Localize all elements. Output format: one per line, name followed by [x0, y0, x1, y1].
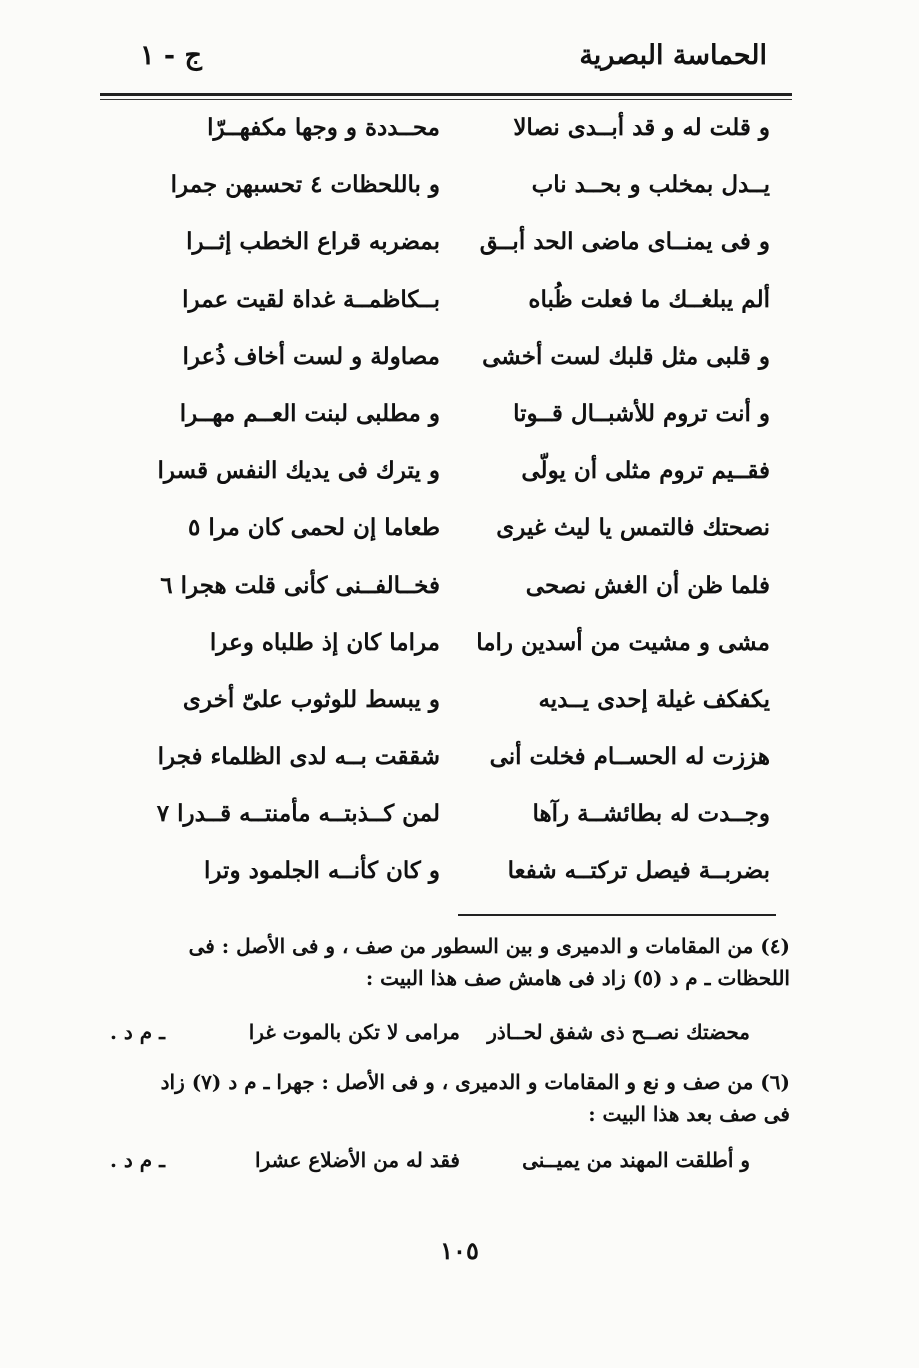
footnote-hemistich-second: فقد له من الأضلاع عشرا	[255, 1148, 460, 1172]
hemistich-first: و قلت له و قد أبــدى نصالا	[513, 114, 770, 141]
hemistich-first: يكفكف غيلة إحدى يــديه	[538, 685, 770, 713]
footnote-hemistich-second: مرامى لا تكن بالموت غرا	[248, 1020, 460, 1044]
hemistich-first: و أنت تروم للأشبــال قــوتا	[513, 399, 770, 427]
header-rule-thin	[100, 99, 792, 100]
verse-11	[130, 680, 770, 737]
poem-body	[130, 108, 770, 909]
book-title: الحماسة البصرية	[579, 40, 767, 71]
hemistich-second: و باللحظات ٤ تحسبهن جمرا	[170, 171, 440, 199]
hemistich-first: وجــدت له بطائشــة رآها	[532, 800, 770, 828]
verse-2	[130, 165, 770, 222]
verse-5	[130, 337, 770, 394]
volume-label: ج - ١	[140, 40, 202, 71]
verse-13	[130, 794, 770, 851]
footnote-line: اللحظات ـ م د (٥) زاد فى هامش صف هذا البيت :	[365, 966, 790, 990]
hemistich-second: محــددة و وجها مكفهــرّا	[207, 114, 440, 141]
hemistich-second: مراما كان إذ طلباه وعرا	[209, 628, 440, 656]
verse-9	[130, 566, 770, 623]
footnote-line: (٦) من صف و نع و المقامات و الدميرى ، و فى الأصل : جهرا ـ م د (٧) زاد	[160, 1070, 790, 1094]
hemistich-second: بمضربه قراع الخطب إثــرا	[186, 228, 440, 256]
footnote-hemistich-first: و أطلقت المهند من يميــنى	[522, 1148, 750, 1172]
hemistich-second: و يبسط للوثوب علىّ أخرى	[182, 685, 440, 713]
footnote-source: ـ م د .	[110, 1020, 165, 1044]
hemistich-second: طعاما إن لحمى كان مرا ٥	[188, 514, 440, 542]
hemistich-first: و قلبى مثل قلبك لست أخشى	[482, 342, 770, 370]
verse-7	[130, 451, 770, 508]
verse-8	[130, 508, 770, 565]
footnote-hemistich-first: محضتك نصــح ذى شفق لحــاذر	[487, 1020, 750, 1044]
hemistich-first: ألم يبلغــك ما فعلت ظُباه	[528, 285, 770, 313]
running-header	[0, 40, 919, 90]
footnote-source: ـ م د .	[110, 1148, 165, 1172]
hemistich-second: بــكاظمــة غداة لقيت عمرا	[182, 285, 440, 313]
hemistich-second: و كان كأنــه الجلمود وترا	[203, 857, 440, 885]
hemistich-second: و يترك فى يديك النفس قسرا	[157, 457, 440, 485]
footnote-line: فى صف بعد هذا البيت :	[588, 1102, 790, 1126]
footnote-separator	[458, 914, 776, 916]
verse-14	[130, 851, 770, 908]
verse-1	[130, 108, 770, 165]
hemistich-second: و مطلبى لبنت العــم مهــرا	[179, 399, 440, 427]
hemistich-first: نصحتك فالتمس يا ليث غيرى	[496, 514, 770, 542]
footnote-verse	[100, 1144, 790, 1184]
hemistich-second: فخــالفــنى كأنى قلت هجرا ٦	[160, 571, 440, 599]
footnote-verse	[100, 1016, 790, 1056]
hemistich-first: و فى يمنــاى ماضى الحد أبــق	[479, 228, 770, 256]
footnote-line: (٤) من المقامات و الدميرى و بين السطور من صف ، و فى الأصل : فى	[188, 934, 790, 958]
hemistich-first: يــدل بمخلب و بحــد ناب	[531, 171, 770, 199]
hemistich-first: فقــيم تروم مثلى أن يولّى	[521, 457, 770, 485]
footnotes	[100, 930, 790, 1184]
hemistich-second: لمن كــذبتــه مأمنتــه قــدرا ٧	[156, 800, 440, 828]
header-rule-thick	[100, 93, 792, 96]
hemistich-first: بضربــة فيصل تركتــه شفعا	[507, 857, 770, 885]
hemistich-first: مشى و مشيت من أسدين راما	[476, 628, 770, 656]
hemistich-first: فلما ظن أن الغش نصحى	[525, 571, 770, 599]
verse-4	[130, 280, 770, 337]
verse-3	[130, 222, 770, 279]
verse-10	[130, 623, 770, 680]
verse-12	[130, 737, 770, 794]
page-number: ١٠٥	[440, 1236, 479, 1265]
hemistich-second: شققت بــه لدى الظلماء فجرا	[157, 743, 440, 771]
hemistich-second: مصاولة و لست أخاف ذُعرا	[182, 342, 440, 370]
hemistich-first: هززت له الحســام فخلت أنى	[489, 743, 770, 771]
verse-6	[130, 394, 770, 451]
